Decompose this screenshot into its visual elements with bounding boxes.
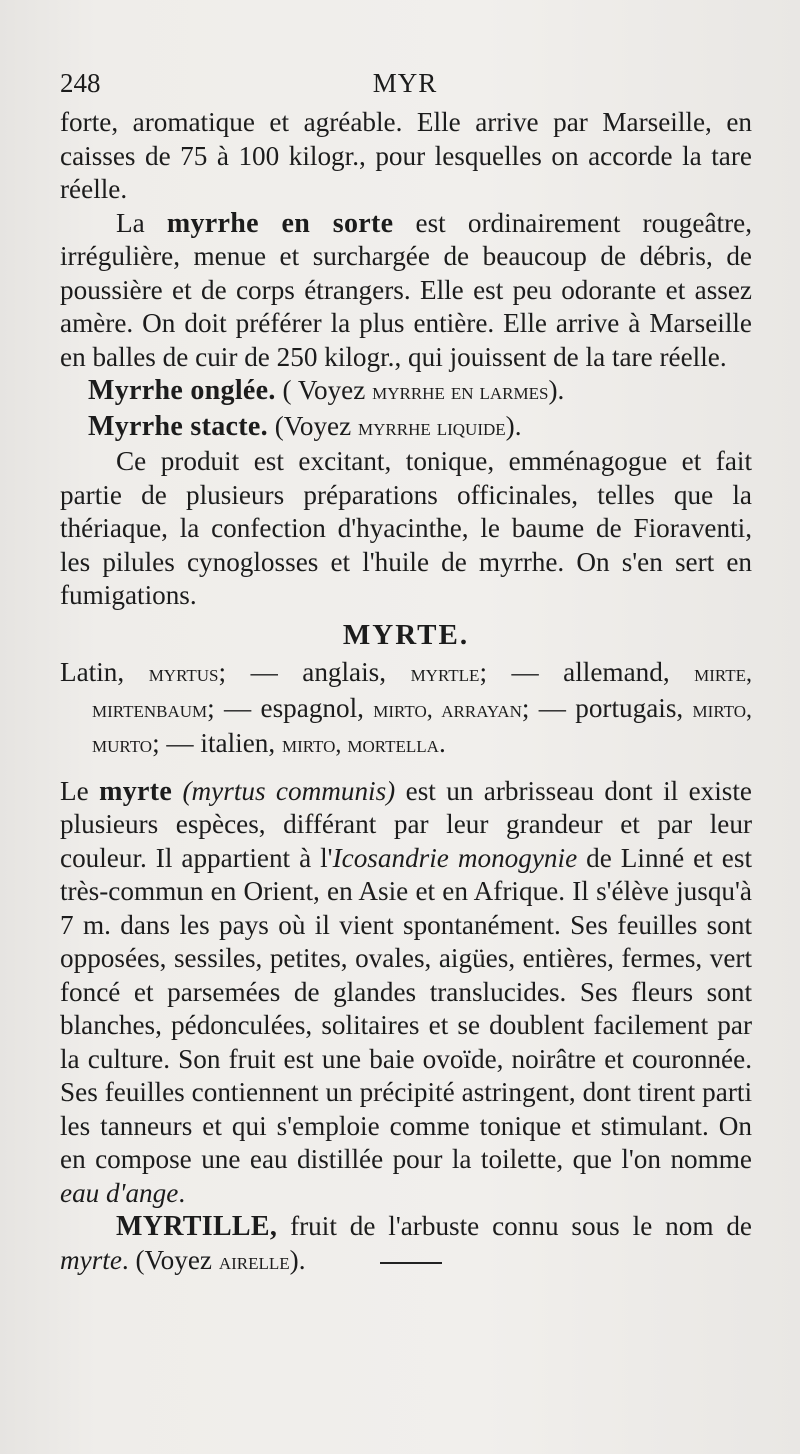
paragraph-1: forte, aromatique et agréable. Elle arrive par Marseille, en caisses de 75 à 100 kilogr., pour lesquelles on accorde la tare réelle. bbox=[60, 107, 752, 204]
page-number: 248 bbox=[60, 68, 101, 98]
section-heading-myrte: MYRTE. bbox=[342, 618, 470, 651]
entry-myrrhe-stacte: Myrrhe stacte. (Voyez myrrhe liquide). bbox=[88, 410, 522, 442]
entry-term: Myrrhe onglée. bbox=[88, 375, 276, 406]
body-text bbox=[60, 106, 752, 1279]
synonyms-paragraph: Latin, myrtus; — anglais, myrtle; — allemand, mirte, mirtenbaum; — espagnol, mirto, arrayan; — portugais, mirto, murto; — italien, mirto, mortella. bbox=[60, 657, 752, 758]
paragraph-myrte: Le myrte (myrtus communis) est un arbrisseau dont il existe plusieurs espèces, différant par leur grandeur et par leur couleur. Il appartient à l'Icosandrie monogynie de Linné et est très-commun en Orient, en Asie et en Afrique. Il s'élève jusqu'à 7 m. dans les pays où il vient spontanément. Ses feuilles sont opposées, sessiles, petites, ovales, aigües, entières, fermes, vert foncé et parsemées de glandes translucides. Ses fleurs sont blanches, pédonculées, solitaires et se doublent facilement par la culture. Son fruit est une baie ovoïde, noirâtre et couronnée. Ses feuilles contiennent un précipité astringent, dont tirent parti les tanneurs et qui s'emploie comme tonique et stimulant. On en compose une eau distillée pour la toilette, que l'on nomme eau d'ange. bbox=[60, 775, 752, 1208]
running-head: MYR bbox=[372, 68, 438, 98]
entry-term: myrte bbox=[99, 775, 173, 807]
entry-term: MYRTILLE, bbox=[116, 1211, 278, 1242]
entry-term: myrrhe en sorte bbox=[166, 207, 394, 239]
end-rule bbox=[380, 1262, 442, 1264]
entry-myrtille: MYRTILLE, fruit de l'arbuste connu sous le nom de myrte. (Voyez airelle). bbox=[60, 1211, 752, 1275]
page-header bbox=[60, 68, 750, 104]
entry-term: Myrrhe stacte. bbox=[88, 410, 268, 442]
paragraph-myrrhe-en-sorte: La myrrhe en sorte est ordinairement rougeâtre, irrégulière, menue et surchargée de beaucoup de débris, de poussière et de corps étrangers. Elle est peu odorante et assez amère. On doit préférer la plus entière. Elle arrive à Marseille en balles de cuir de 250 kilogr., qui jouissent de la tare réelle. bbox=[60, 207, 752, 372]
paragraph-produit: Ce produit est excitant, tonique, emménagogue et fait partie de plusieurs préparations officinales, telles que la thériaque, la confection d'hyacinthe, le baume de Fioraventi, les pilules cynoglosses et l'huile de myrrhe. On s'en sert en fumigations. bbox=[60, 446, 752, 610]
entry-myrrhe-onglee: Myrrhe onglée. ( Voyez myrrhe en larmes). bbox=[88, 375, 565, 406]
